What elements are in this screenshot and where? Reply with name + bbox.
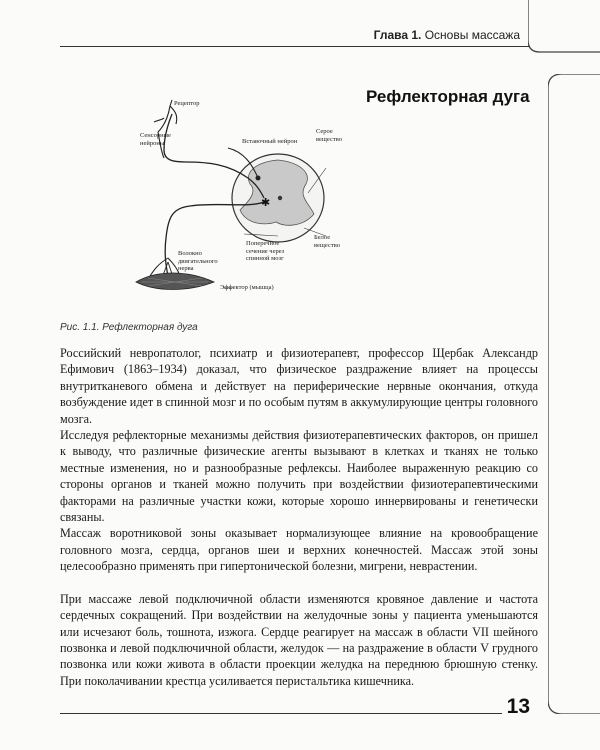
label-receptor: Рецептор <box>174 100 200 107</box>
chapter-label: Глава 1. <box>373 28 422 42</box>
paragraph-4: При массаже левой подключичной области изменяются кровяное давление и частота сердечных сокращений. При воздействии на желудочные зоны у пациента уменьшаются или исчезают боль, тошнота, изжога. Сердце реагирует на массаж в области VII шейного позвонка и левой подключичной области, желудок — на раздражение в области V грудного позвонка или кожи живота в области проекции желудка на переднюю брюшную стенку. При поколачивании крестца усиливается перистальтика кишечника. <box>60 591 538 688</box>
svg-text:✱: ✱ <box>261 197 271 209</box>
label-interneuron: Вставочный нейрон <box>242 138 298 145</box>
footer-rule <box>60 713 502 714</box>
page-number: 13 <box>506 695 530 718</box>
paragraph-1: Российский невропатолог, психиатр и физиотерапевт, профессор Щербак Александр Ефимович (1863–1934) доказал, что физическое раздражение влияет на процессы внутритканевого обмена и действует на периферические нервные окончания, откуда возбуждение идет в спинной мозг и по особым путям в аккумулирующие центры головного мозга. <box>60 346 538 426</box>
paragraph-3: Массаж воротниковой зоны оказывает нормализующее влияние на кровообращение головного мозга, сердца, органов шеи и верхних конечностей. Массаж этой зоны целесообразно применять при гипертонической болезни, мигрени, неврастении. <box>60 526 538 574</box>
label-cross-section: Поперечное сечение через спинной мозг <box>246 240 285 262</box>
body-text <box>60 345 538 689</box>
paragraph-2: Исследуя рефлекторные механизмы действия физиотерапевтических факторов, он пришел к выводу, что различные физические агенты вызывают в клетках и тканях не только местные изменения, но и разнообразные рефлексы. Наиболее выраженную реакцию со стороны органов и тканей можно получить при воздействии физиотерапевтическими факторами на различные участки кожи, которые хорошо иннервированы и генетически связаны. <box>60 428 538 525</box>
label-gray-matter: Серое вещество <box>316 128 342 143</box>
label-sensory-neurons: Сенсорные нейроны <box>140 132 171 147</box>
label-effector: Эффектор (мышца) <box>220 284 274 291</box>
chapter-tab-top <box>528 0 600 60</box>
label-white-matter: Белое вещество <box>314 234 340 249</box>
section-title: Рефлекторная дуга <box>366 87 530 106</box>
header-rule <box>60 46 530 47</box>
running-header <box>374 28 520 42</box>
reflex-arc-figure <box>128 98 368 310</box>
label-motor-nerve: Волокно двигательного нерва <box>178 250 218 272</box>
figure-caption: Рис. 1.1. Рефлекторная дуга <box>60 322 198 333</box>
chapter-tab-right <box>548 74 600 714</box>
chapter-title: Основы массажа <box>424 28 520 42</box>
